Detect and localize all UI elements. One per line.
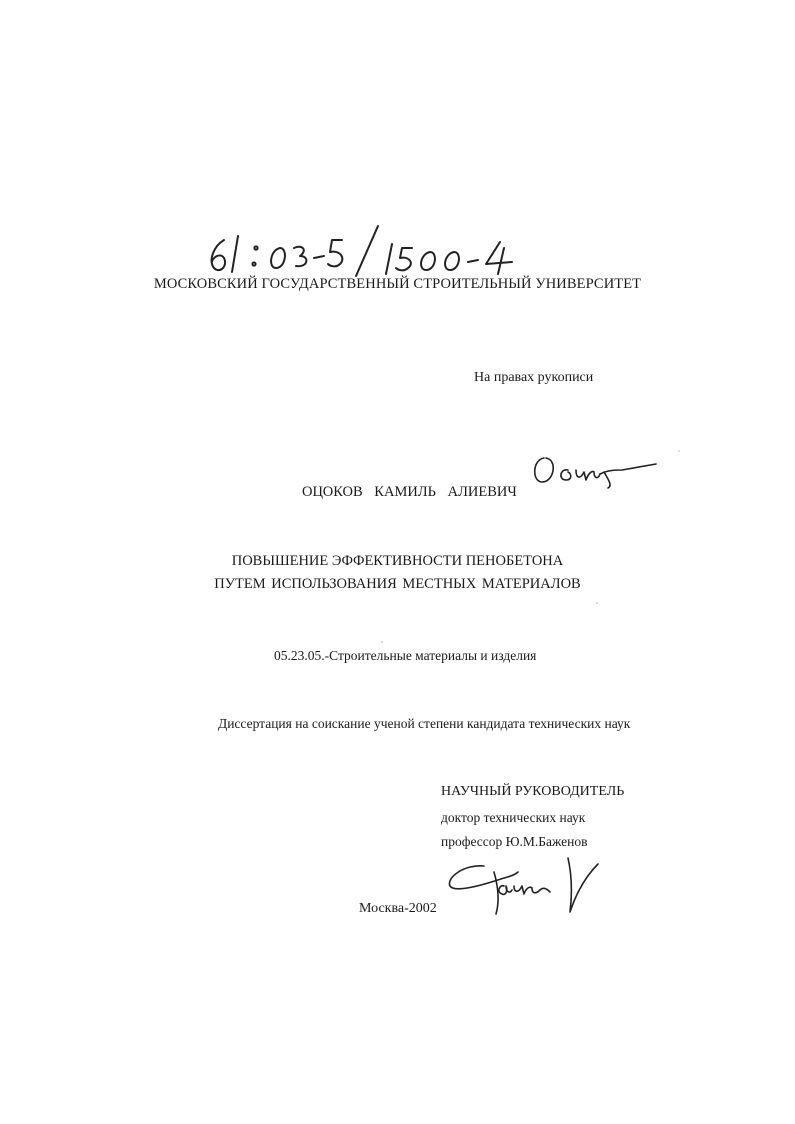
dissertation-title-line-2: ПУТЕМ ИСПОЛЬЗОВАНИЯ МЕСТНЫХ МАТЕРИАЛОВ xyxy=(214,576,581,592)
shelfmark-handwriting xyxy=(200,222,520,278)
dissertation-degree-statement: Диссертация на соискание ученой степени кандидата технических наук xyxy=(218,716,631,731)
shelfmark-text: 61:03-5/1500-4 xyxy=(200,222,207,223)
handwritten-shelfmark xyxy=(200,222,520,278)
supervisor-degree: доктор технических наук xyxy=(441,810,586,825)
university-name: МОСКОВСКИЙ ГОСУДАРСТВЕННЫЙ СТРОИТЕЛЬНЫЙ УНИВЕРСИТЕТ xyxy=(153,276,642,292)
supervisor-signature-handwriting xyxy=(444,856,604,918)
supervisor-heading: НАУЧНЫЙ РУКОВОДИТЕЛЬ xyxy=(441,784,625,799)
author-signature-text: Оцок xyxy=(528,448,531,449)
scan-speck xyxy=(678,450,680,452)
dissertation-title-line-1: ПОВЫШЕНИЕ ЭФФЕКТИВНОСТИ ПЕНОБЕТОНА xyxy=(231,553,564,569)
author-signature-handwriting xyxy=(528,448,658,490)
specialty-code: 05.23.05.-Строительные материалы и изделия xyxy=(274,648,537,663)
scan-speck xyxy=(381,641,383,643)
author-name: ОЦОКОВ КАМИЛЬ АЛИЕВИЧ xyxy=(302,484,517,500)
author-signature xyxy=(528,448,658,490)
city-year: Москва-2002 xyxy=(359,901,437,916)
manuscript-rights-note: На правах рукописи xyxy=(474,370,594,385)
supervisor-signature xyxy=(444,856,604,918)
supervisor-name: профессор Ю.М.Баженов xyxy=(441,834,588,849)
scan-speck xyxy=(596,602,598,604)
